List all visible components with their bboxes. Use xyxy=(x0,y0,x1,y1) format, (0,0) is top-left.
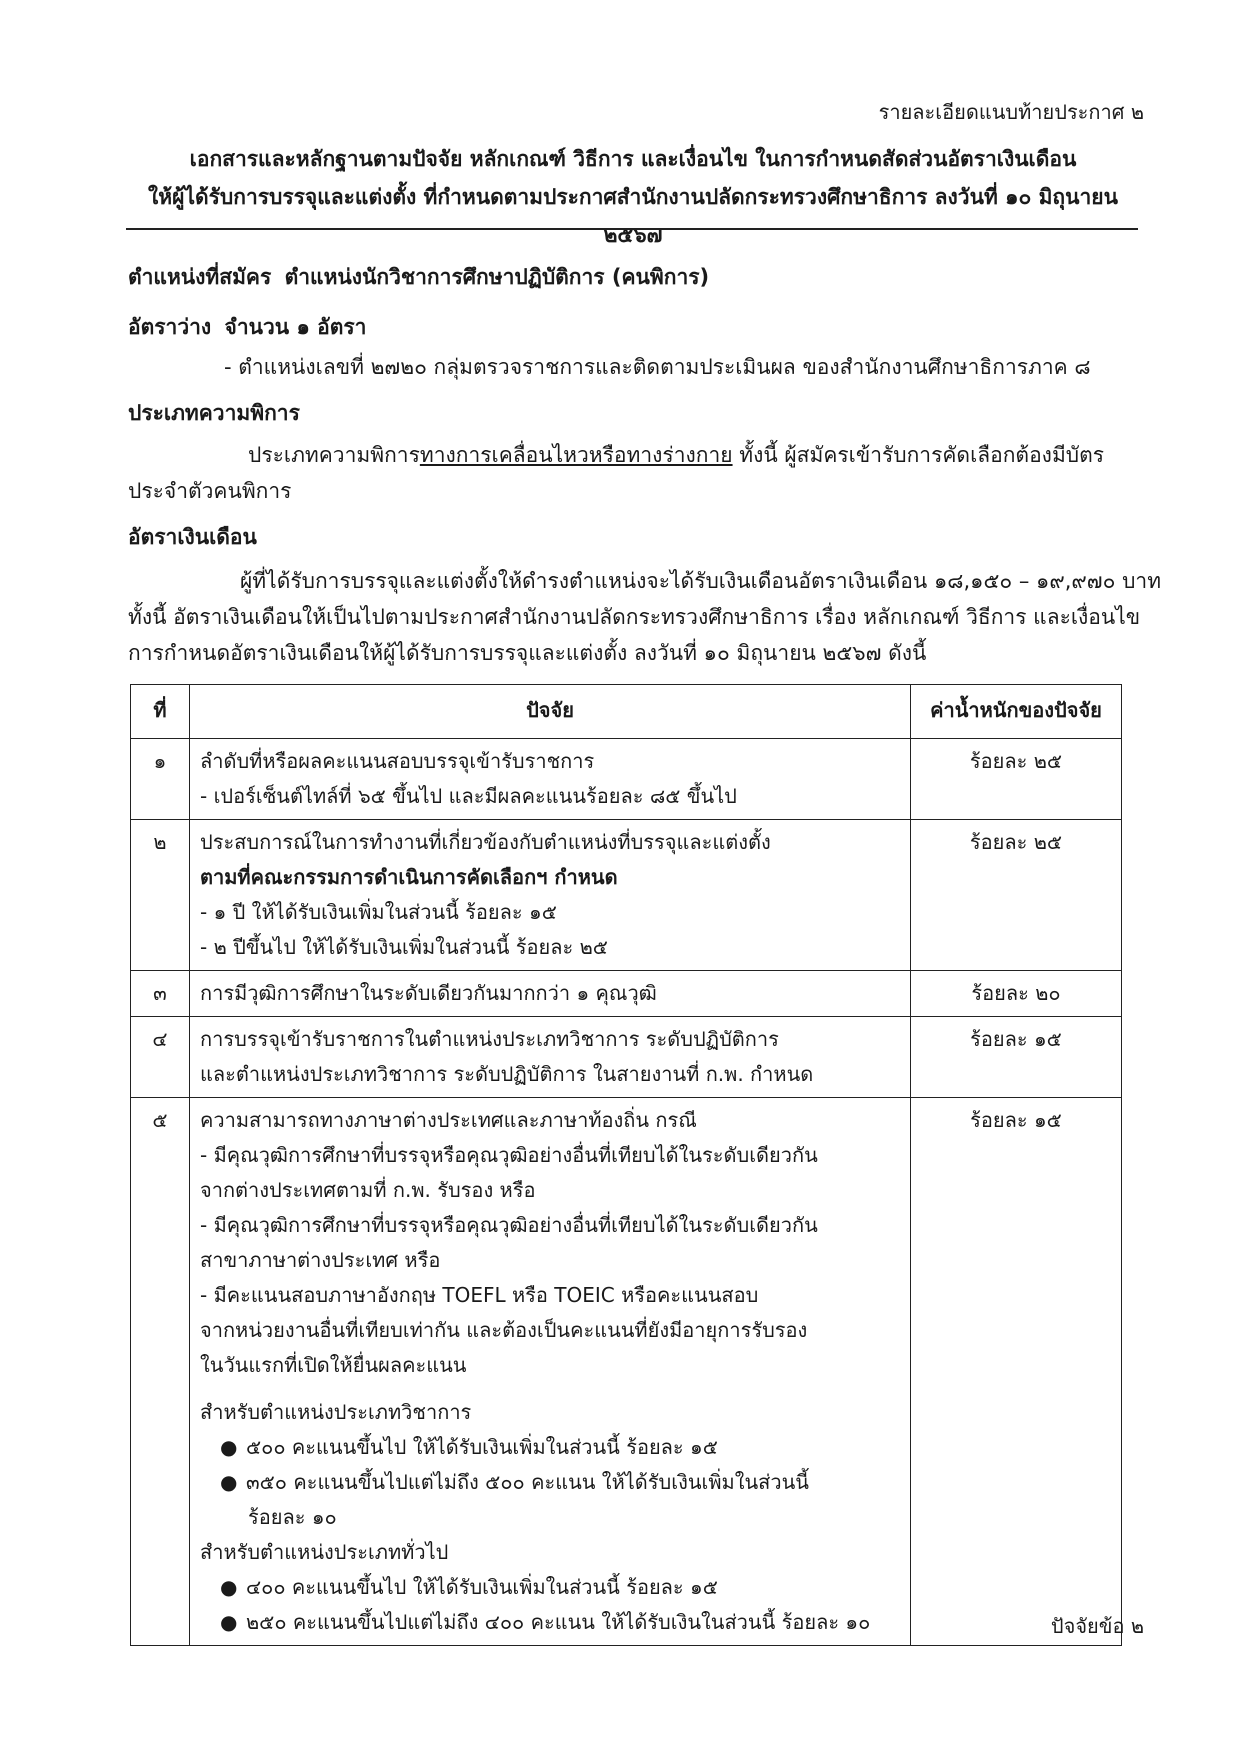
table-header-row xyxy=(131,685,1122,739)
academic-bullet xyxy=(200,1430,900,1465)
salary-heading: อัตราเงินเดือน xyxy=(128,525,257,549)
row-weight: ร้อยละ ๒๕ xyxy=(911,739,1122,820)
bullet-text: ๓๕๐ คะแนนขึ้นไปแต่ไม่ถึง ๕๐๐ คะแนน ให้ได้รับเงินเพิ่มในส่วนนี้ xyxy=(246,1470,809,1494)
row-no: ๔ xyxy=(131,1017,190,1098)
row-no: ๓ xyxy=(131,971,190,1017)
spacer xyxy=(200,1383,900,1395)
bullet-icon: ● xyxy=(220,1575,238,1599)
bullet-icon: ● xyxy=(220,1435,238,1459)
general-bullet xyxy=(200,1570,900,1605)
factor-line: ในวันแรกที่เปิดให้ยื่นผลคะแนน xyxy=(200,1353,467,1377)
factor-line: สาขาภาษาต่างประเทศ หรือ xyxy=(200,1248,441,1272)
disability-text-before: ประเภทความพิการ xyxy=(248,443,420,467)
title-divider xyxy=(126,228,1138,230)
row-no: ๒ xyxy=(131,820,190,971)
vacancy-value: จำนวน ๑ อัตรา xyxy=(224,315,367,339)
factor-line: ประสบการณ์ในการทำงานที่เกี่ยวข้องกับตำแหน่งที่บรรจุและแต่งตั้ง xyxy=(200,830,771,854)
position-line xyxy=(128,262,709,292)
salary-line-1: ผู้ที่ได้รับการบรรจุและแต่งตั้งให้ดำรงตำแหน่งจะได้รับเงินเดือนอัตราเงินเดือน ๑๘,๑๕๐ – ๑๙,๙๗๐ บาท xyxy=(240,569,1162,593)
academic-bullet xyxy=(200,1465,900,1500)
academic-heading: สำหรับตำแหน่งประเภทวิชาการ xyxy=(200,1400,472,1424)
bullet-text: ๕๐๐ คะแนนขึ้นไป ให้ได้รับเงินเพิ่มในส่วนนี้ ร้อยละ ๑๕ xyxy=(246,1435,718,1459)
general-heading: สำหรับตำแหน่งประเภททั่วไป xyxy=(200,1540,449,1564)
disability-heading: ประเภทความพิการ xyxy=(128,401,300,425)
disability-text-after: ทั้งนี้ ผู้สมัครเข้ารับการคัดเลือกต้องมีบัตร xyxy=(732,443,1105,467)
factor-line: ตามที่คณะกรรมการดำเนินการคัดเลือกฯ กำหนด xyxy=(200,865,618,889)
row-weight: ร้อยละ ๒๐ xyxy=(911,971,1122,1017)
academic-bullet-continuation: ร้อยละ ๑๐ xyxy=(248,1505,337,1529)
disability-text xyxy=(248,440,1104,470)
bullet-text: ๒๕๐ คะแนนขึ้นไปแต่ไม่ถึง ๔๐๐ คะแนน ให้ได้รับเงินในส่วนนี้ ร้อยละ ๑๐ xyxy=(246,1610,871,1634)
header-weight: ค่าน้ำหนักของปัจจัย xyxy=(911,685,1122,739)
row-factor xyxy=(190,971,911,1017)
vacancy-detail: - ตำแหน่งเลขที่ ๒๗๒๐ กลุ่มตรวจราชการและติดตามประเมินผล ของสำนักงานศึกษาธิการภาค ๘ xyxy=(224,355,1091,379)
factor-line: การบรรจุเข้ารับราชการในตำแหน่งประเภทวิชาการ ระดับปฏิบัติการ xyxy=(200,1027,779,1051)
position-label: ตำแหน่งที่สมัคร xyxy=(128,265,272,289)
bullet-icon: ● xyxy=(220,1610,238,1634)
row-no: ๕ xyxy=(131,1098,190,1646)
factor-line: และตำแหน่งประเภทวิชาการ ระดับปฏิบัติการ ในสายงานที่ ก.พ. กำหนด xyxy=(200,1062,814,1086)
bullet-text: ๔๐๐ คะแนนขึ้นไป ให้ได้รับเงินเพิ่มในส่วนนี้ ร้อยละ ๑๕ xyxy=(246,1575,718,1599)
disability-text-line2: ประจำตัวคนพิการ xyxy=(128,479,292,503)
title-line-1: เอกสารและหลักฐานตามปัจจัย หลักเกณฑ์ วิธีการ และเงื่อนไข ในการกำหนดสัดส่วนอัตราเงินเดือน xyxy=(189,147,1077,171)
bullet-icon: ● xyxy=(220,1470,238,1494)
factor-line: - เปอร์เซ็นต์ไทล์ที่ ๖๕ ขึ้นไป และมีผลคะแนนร้อยละ ๘๕ ขึ้นไป xyxy=(200,784,737,808)
title-line-2: ให้ผู้ได้รับการบรรจุและแต่งตั้ง ที่กำหนดตามประกาศสำนักงานปลัดกระทรวงศึกษาธิการ ลงวันที่ ๑๐ มิถุนายน ๒๕๖๗ xyxy=(148,185,1118,247)
row-weight: ร้อยละ ๑๕ xyxy=(911,1017,1122,1098)
continuation-note: ปัจจัยข้อ ๒ xyxy=(1050,1614,1144,1638)
factor-table xyxy=(130,684,1122,1646)
row-weight: ร้อยละ ๒๕ xyxy=(911,820,1122,971)
vacancy-line xyxy=(128,312,366,342)
disability-type: ทางการเคลื่อนไหวหรือทางร่างกาย xyxy=(419,443,733,467)
table-row xyxy=(131,1098,1122,1646)
table-row xyxy=(131,1017,1122,1098)
general-bullet xyxy=(200,1605,900,1640)
factor-line: ลำดับที่หรือผลคะแนนสอบบรรจุเข้ารับราชการ xyxy=(200,749,595,773)
factor-line: ความสามารถทางภาษาต่างประเทศและภาษาท้องถิ่น กรณี xyxy=(200,1108,697,1132)
table-row xyxy=(131,971,1122,1017)
row-no: ๑ xyxy=(131,739,190,820)
factor-line: - ๒ ปีขึ้นไป ให้ได้รับเงินเพิ่มในส่วนนี้ ร้อยละ ๒๕ xyxy=(200,935,608,959)
factor-line: การมีวุฒิการศึกษาในระดับเดียวกันมากกว่า ๑ คุณวุฒิ xyxy=(200,981,657,1005)
header-factor: ปัจจัย xyxy=(190,685,911,739)
row-factor xyxy=(190,820,911,971)
factor-line: จากหน่วยงานอื่นที่เทียบเท่ากัน และต้องเป็นคะแนนที่ยังมีอายุการรับรอง xyxy=(200,1318,808,1342)
attachment-note: รายละเอียดแนบท้ายประกาศ ๒ xyxy=(878,100,1144,124)
position-value: ตำแหน่งนักวิชาการศึกษาปฏิบัติการ (คนพิการ) xyxy=(284,265,710,289)
row-factor xyxy=(190,1098,911,1646)
factor-line: - มีคะแนนสอบภาษาอังกฤษ TOEFL หรือ TOEIC หรือคะแนนสอบ xyxy=(200,1283,759,1307)
table-row xyxy=(131,820,1122,971)
salary-line-2: ทั้งนี้ อัตราเงินเดือนให้เป็นไปตามประกาศสำนักงานปลัดกระทรวงศึกษาธิการ เรื่อง หลักเกณฑ์ วิธีการ และเงื่อนไข xyxy=(128,605,1141,629)
document-title xyxy=(128,140,1138,254)
salary-line-3: การกำหนดอัตราเงินเดือนให้ผู้ได้รับการบรรจุและแต่งตั้ง ลงวันที่ ๑๐ มิถุนายน ๒๕๖๗ ดังนี้ xyxy=(128,641,927,665)
row-factor xyxy=(190,739,911,820)
factor-line: - มีคุณวุฒิการศึกษาที่บรรจุหรือคุณวุฒิอย่างอื่นที่เทียบได้ในระดับเดียวกัน xyxy=(200,1213,818,1237)
factor-line: จากต่างประเทศตามที่ ก.พ. รับรอง หรือ xyxy=(200,1178,536,1202)
factor-line: - ๑ ปี ให้ได้รับเงินเพิ่มในส่วนนี้ ร้อยละ ๑๕ xyxy=(200,900,557,924)
factor-line: - มีคุณวุฒิการศึกษาที่บรรจุหรือคุณวุฒิอย่างอื่นที่เทียบได้ในระดับเดียวกัน xyxy=(200,1143,818,1167)
row-weight: ร้อยละ ๑๕ xyxy=(911,1098,1122,1646)
table-row xyxy=(131,739,1122,820)
vacancy-label: อัตราว่าง xyxy=(128,315,212,339)
header-no: ที่ xyxy=(131,685,190,739)
row-factor xyxy=(190,1017,911,1098)
